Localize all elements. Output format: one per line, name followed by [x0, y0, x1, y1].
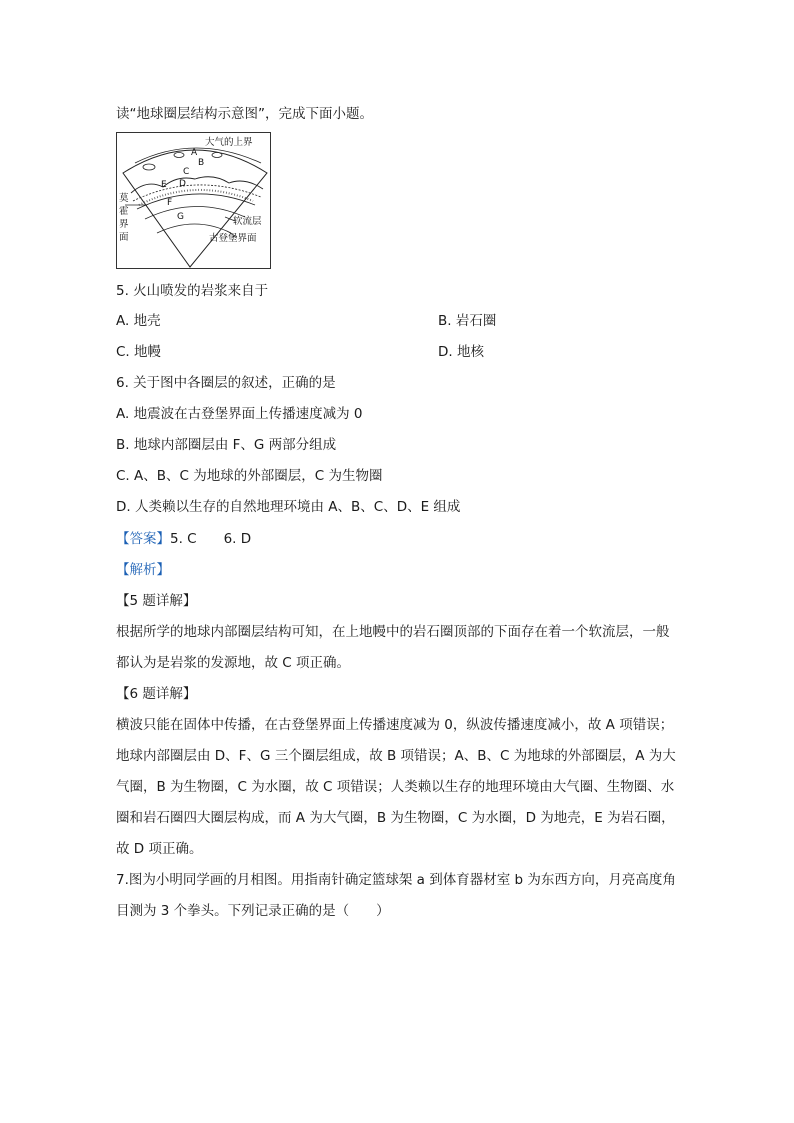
label-B: B	[198, 158, 205, 168]
gutenberg-line	[157, 224, 231, 233]
answer-value: 5. C 6. D	[170, 531, 252, 547]
q5-option-a: A. 地壳	[116, 313, 161, 329]
sector-outline	[123, 150, 267, 267]
label-moho-1: 莫	[119, 193, 129, 204]
cloud-icon	[212, 153, 222, 158]
label-gutenberg: 古登堡界面	[209, 233, 257, 244]
q7-stem: 7.图为小明同学画的月相图。用指南针确定篮球架 a 到体育器材室 b 为东西方向，月亮高度角目测为 3 个拳头。下列记录正确的是（ ）	[116, 872, 676, 919]
q5-detail-heading: 【5 题详解】	[116, 593, 197, 609]
label-F: F	[167, 198, 173, 208]
answer-line	[116, 529, 251, 549]
q5-detail-text: 根据所学的地球内部圈层结构可知，在上地幔中的岩石圈顶部的下面存在着一个软流层，一般都认为是岩浆的发源地，故 C 项正确。	[116, 624, 670, 671]
q5-option-d: D. 地核	[438, 344, 484, 360]
label-C: C	[183, 167, 190, 177]
label-moho-4: 面	[119, 232, 129, 243]
q5-option-c: C. 地幔	[116, 344, 162, 360]
label-A: A	[191, 148, 198, 158]
q5-option-b: B. 岩石圈	[438, 313, 497, 329]
label-moho-3: 界	[119, 219, 129, 230]
answer-label: 【答案】	[116, 531, 170, 547]
cloud-icon	[143, 164, 155, 170]
q6-option-a: A. 地震波在古登堡界面上传播速度减为 0	[116, 406, 363, 422]
analysis-label: 【解析】	[116, 562, 170, 578]
q6-stem: 6. 关于图中各圈层的叙述，正确的是	[116, 375, 336, 391]
cloud-icon	[174, 153, 184, 158]
label-asthenosphere: 软流层	[233, 216, 262, 227]
surface-wave	[131, 177, 263, 193]
label-G: G	[177, 212, 184, 222]
q5-stem: 5. 火山喷发的岩浆来自于	[116, 283, 269, 299]
q6-option-d: D. 人类赖以生存的自然地理环境由 A、B、C、D、E 组成	[116, 499, 461, 515]
q6-detail-text: 横波只能在固体中传播，在古登堡界面上传播速度减为 0，纵波传播速度减小，故 A 项错误；地球内部圈层由 D、F、G 三个圈层组成，故 B 项错误；A、B、C 为地球的外部圈层，A 为大气圈，B 为生物圈，C 为水圈，故 C 项错误；人类赖以生存的地理环境由大气圈、生物圈、水圈和岩石圈四大圈层构成，而 A 为大气圈，B 为生物圈，C 为水圈，D 为地壳，E 为岩石圈，故 D 项正确。	[116, 717, 676, 857]
label-atmosphere-top: 大气的上界	[205, 137, 253, 148]
q6-detail-heading: 【6 题详解】	[116, 686, 197, 702]
earth-sphere-diagram	[116, 132, 271, 269]
asthenosphere-line	[145, 206, 245, 219]
label-E: E	[161, 180, 167, 190]
q6-option-c: C. A、B、C 为地球的外部圈层，C 为生物圈	[116, 468, 383, 484]
label-moho-2: 霍	[119, 206, 129, 217]
earth-sphere-svg	[117, 133, 272, 270]
intro-text: 读“地球圈层结构示意图”，完成下面小题。	[116, 106, 373, 122]
label-D: D	[179, 179, 186, 189]
q6-option-b: B. 地球内部圈层由 F、G 两部分组成	[116, 437, 337, 453]
